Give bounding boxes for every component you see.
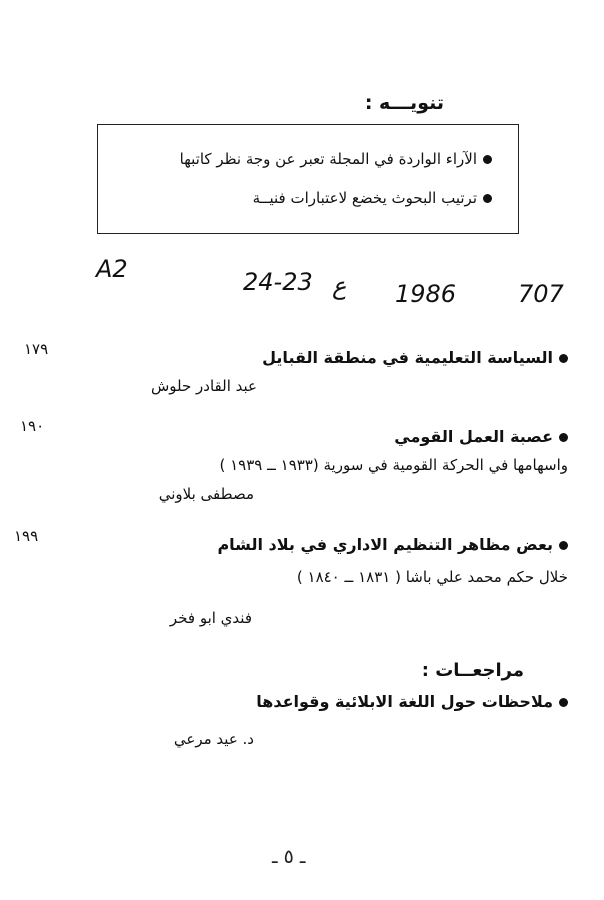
article-author: مصطفى بلاوني [158, 485, 254, 503]
review-author: د. عيد مرعي [173, 730, 254, 748]
handwritten-issue-mark: ع [332, 272, 347, 300]
notice-heading: تنويـــه : [364, 92, 444, 114]
article-title-row [217, 535, 568, 554]
handwritten-pages: 24-23 [243, 268, 313, 296]
article-subtitle: خلال حكم محمد علي باشا ( ١٨٣١ ــ ١٨٤٠ ) [296, 568, 568, 586]
handwritten-left-mark: A2 [96, 255, 128, 283]
notice-item [253, 189, 492, 207]
article-page-number: ١٧٩ [24, 340, 49, 358]
article-title: السياسة التعليمية في منطقة القبايل [262, 348, 553, 367]
notice-item-text: الآراء الواردة في المجلة تعبر عن وجة نظر كاتبها [179, 150, 477, 168]
article-title-row [394, 427, 568, 446]
handwritten-year: 1986 [395, 280, 457, 308]
notice-item-text: ترتيب البحوث يخضع لاعتبارات فنيــة [252, 189, 477, 207]
article-subtitle: واسهامها في الحركة القومية في سورية (١٩٣٣ ــ ١٩٣٩ ) [219, 456, 568, 474]
article-author: عبد القادر حلوش [150, 377, 257, 395]
article-page-number: ١٩٩ [14, 527, 39, 545]
bullet-icon [559, 354, 568, 363]
article-title: عصبة العمل القومي [394, 427, 553, 446]
footer-page-number: ـ ٥ ـ [272, 846, 306, 868]
article-title: بعض مظاهر التنظيم الاداري في بلاد الشام [217, 535, 553, 554]
review-title: ملاحظات حول اللغة الابلائية وقواعدها [256, 692, 553, 711]
bullet-icon [483, 194, 492, 203]
notice-box [97, 124, 519, 234]
bullet-icon [559, 698, 568, 707]
article-page-number: ١٩٠ [20, 417, 45, 435]
bullet-icon [559, 433, 568, 442]
handwritten-number: 707 [518, 280, 564, 308]
notice-item [180, 150, 492, 168]
bullet-icon [559, 541, 568, 550]
article-title-row [262, 348, 568, 367]
bullet-icon [483, 155, 492, 164]
article-author: فندي ابو فخر [169, 609, 252, 627]
review-title-row [256, 692, 568, 711]
reviews-heading: مراجعــات : [421, 660, 524, 681]
